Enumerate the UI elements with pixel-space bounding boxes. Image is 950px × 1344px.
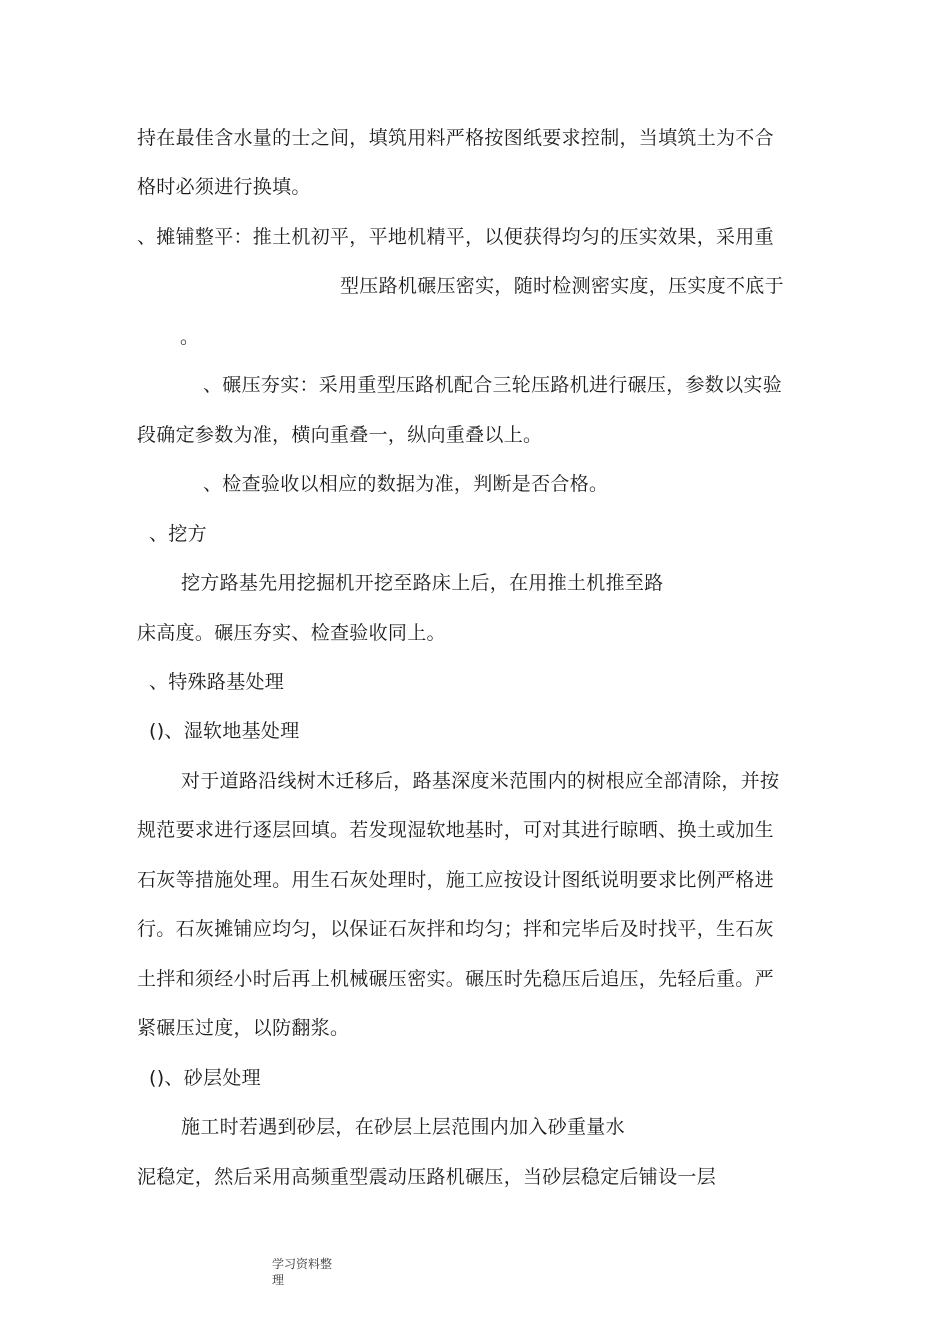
subsection-heading: ()、砂层处理 bbox=[149, 1067, 261, 1089]
section-heading: 、挖方 bbox=[149, 523, 207, 545]
text-line: 紧碾压过度，以防翻浆。 bbox=[137, 1017, 350, 1039]
text-line: 格时必须进行换填。 bbox=[137, 176, 311, 198]
text-line: 、摊铺整平：推土机初平，平地机精平，以便获得均匀的压实效果，采用重 bbox=[137, 226, 774, 248]
section-heading: 、特殊路基处理 bbox=[149, 671, 285, 693]
footer-line: 理 bbox=[272, 1273, 285, 1287]
text-line: 规范要求进行逐层回填。若发现湿软地基时，可对其进行晾晒、换土或加生 bbox=[137, 819, 774, 841]
subsection-heading: ()、湿软地基处理 bbox=[149, 720, 300, 742]
text-line: 挖方路基先用挖掘机开挖至路床上后，在用推土机推至路 bbox=[181, 572, 664, 594]
text-line: 床高度。碾压夯实、检查验收同上。 bbox=[137, 622, 446, 644]
page-footer bbox=[272, 1256, 352, 1288]
text-line: 。 bbox=[180, 326, 200, 348]
text-line: 段确定参数为准，横向重叠一，纵向重叠以上。 bbox=[137, 424, 543, 446]
text-line: 对于道路沿线树木迁移后，路基深度米范围内的树根应全部清除，并按 bbox=[181, 770, 780, 792]
text-line: 泥稳定，然后采用高频重型震动压路机碾压，当砂层稳定后铺设一层 bbox=[137, 1166, 717, 1188]
text-line: 、检查验收以相应的数据为准，判断是否合格。 bbox=[203, 473, 609, 495]
text-line: 施工时若遇到砂层，在砂层上层范围内加入砂重量水 bbox=[181, 1116, 625, 1138]
text-line: 土拌和须经小时后再上机械碾压密实。碾压时先稳压后追压，先轻后重。严 bbox=[137, 968, 774, 990]
text-line: 、碾压夯实：采用重型压路机配合三轮压路机进行碾压，参数以实验 bbox=[203, 374, 783, 396]
text-line: 行。石灰摊铺应均匀，以保证石灰拌和均匀；拌和完毕后及时找平，生石灰 bbox=[137, 918, 774, 940]
footer-line: 学习资料整 bbox=[272, 1257, 333, 1271]
text-line: 型压路机碾压密实，随时检测密实度，压实度不底于 bbox=[340, 275, 784, 297]
text-line: 持在最佳含水量的士之间，填筑用料严格按图纸要求控制，当填筑土为不合 bbox=[137, 127, 774, 149]
text-line: 石灰等措施处理。用生石灰处理时，施工应按设计图纸说明要求比例严格进 bbox=[137, 869, 774, 891]
